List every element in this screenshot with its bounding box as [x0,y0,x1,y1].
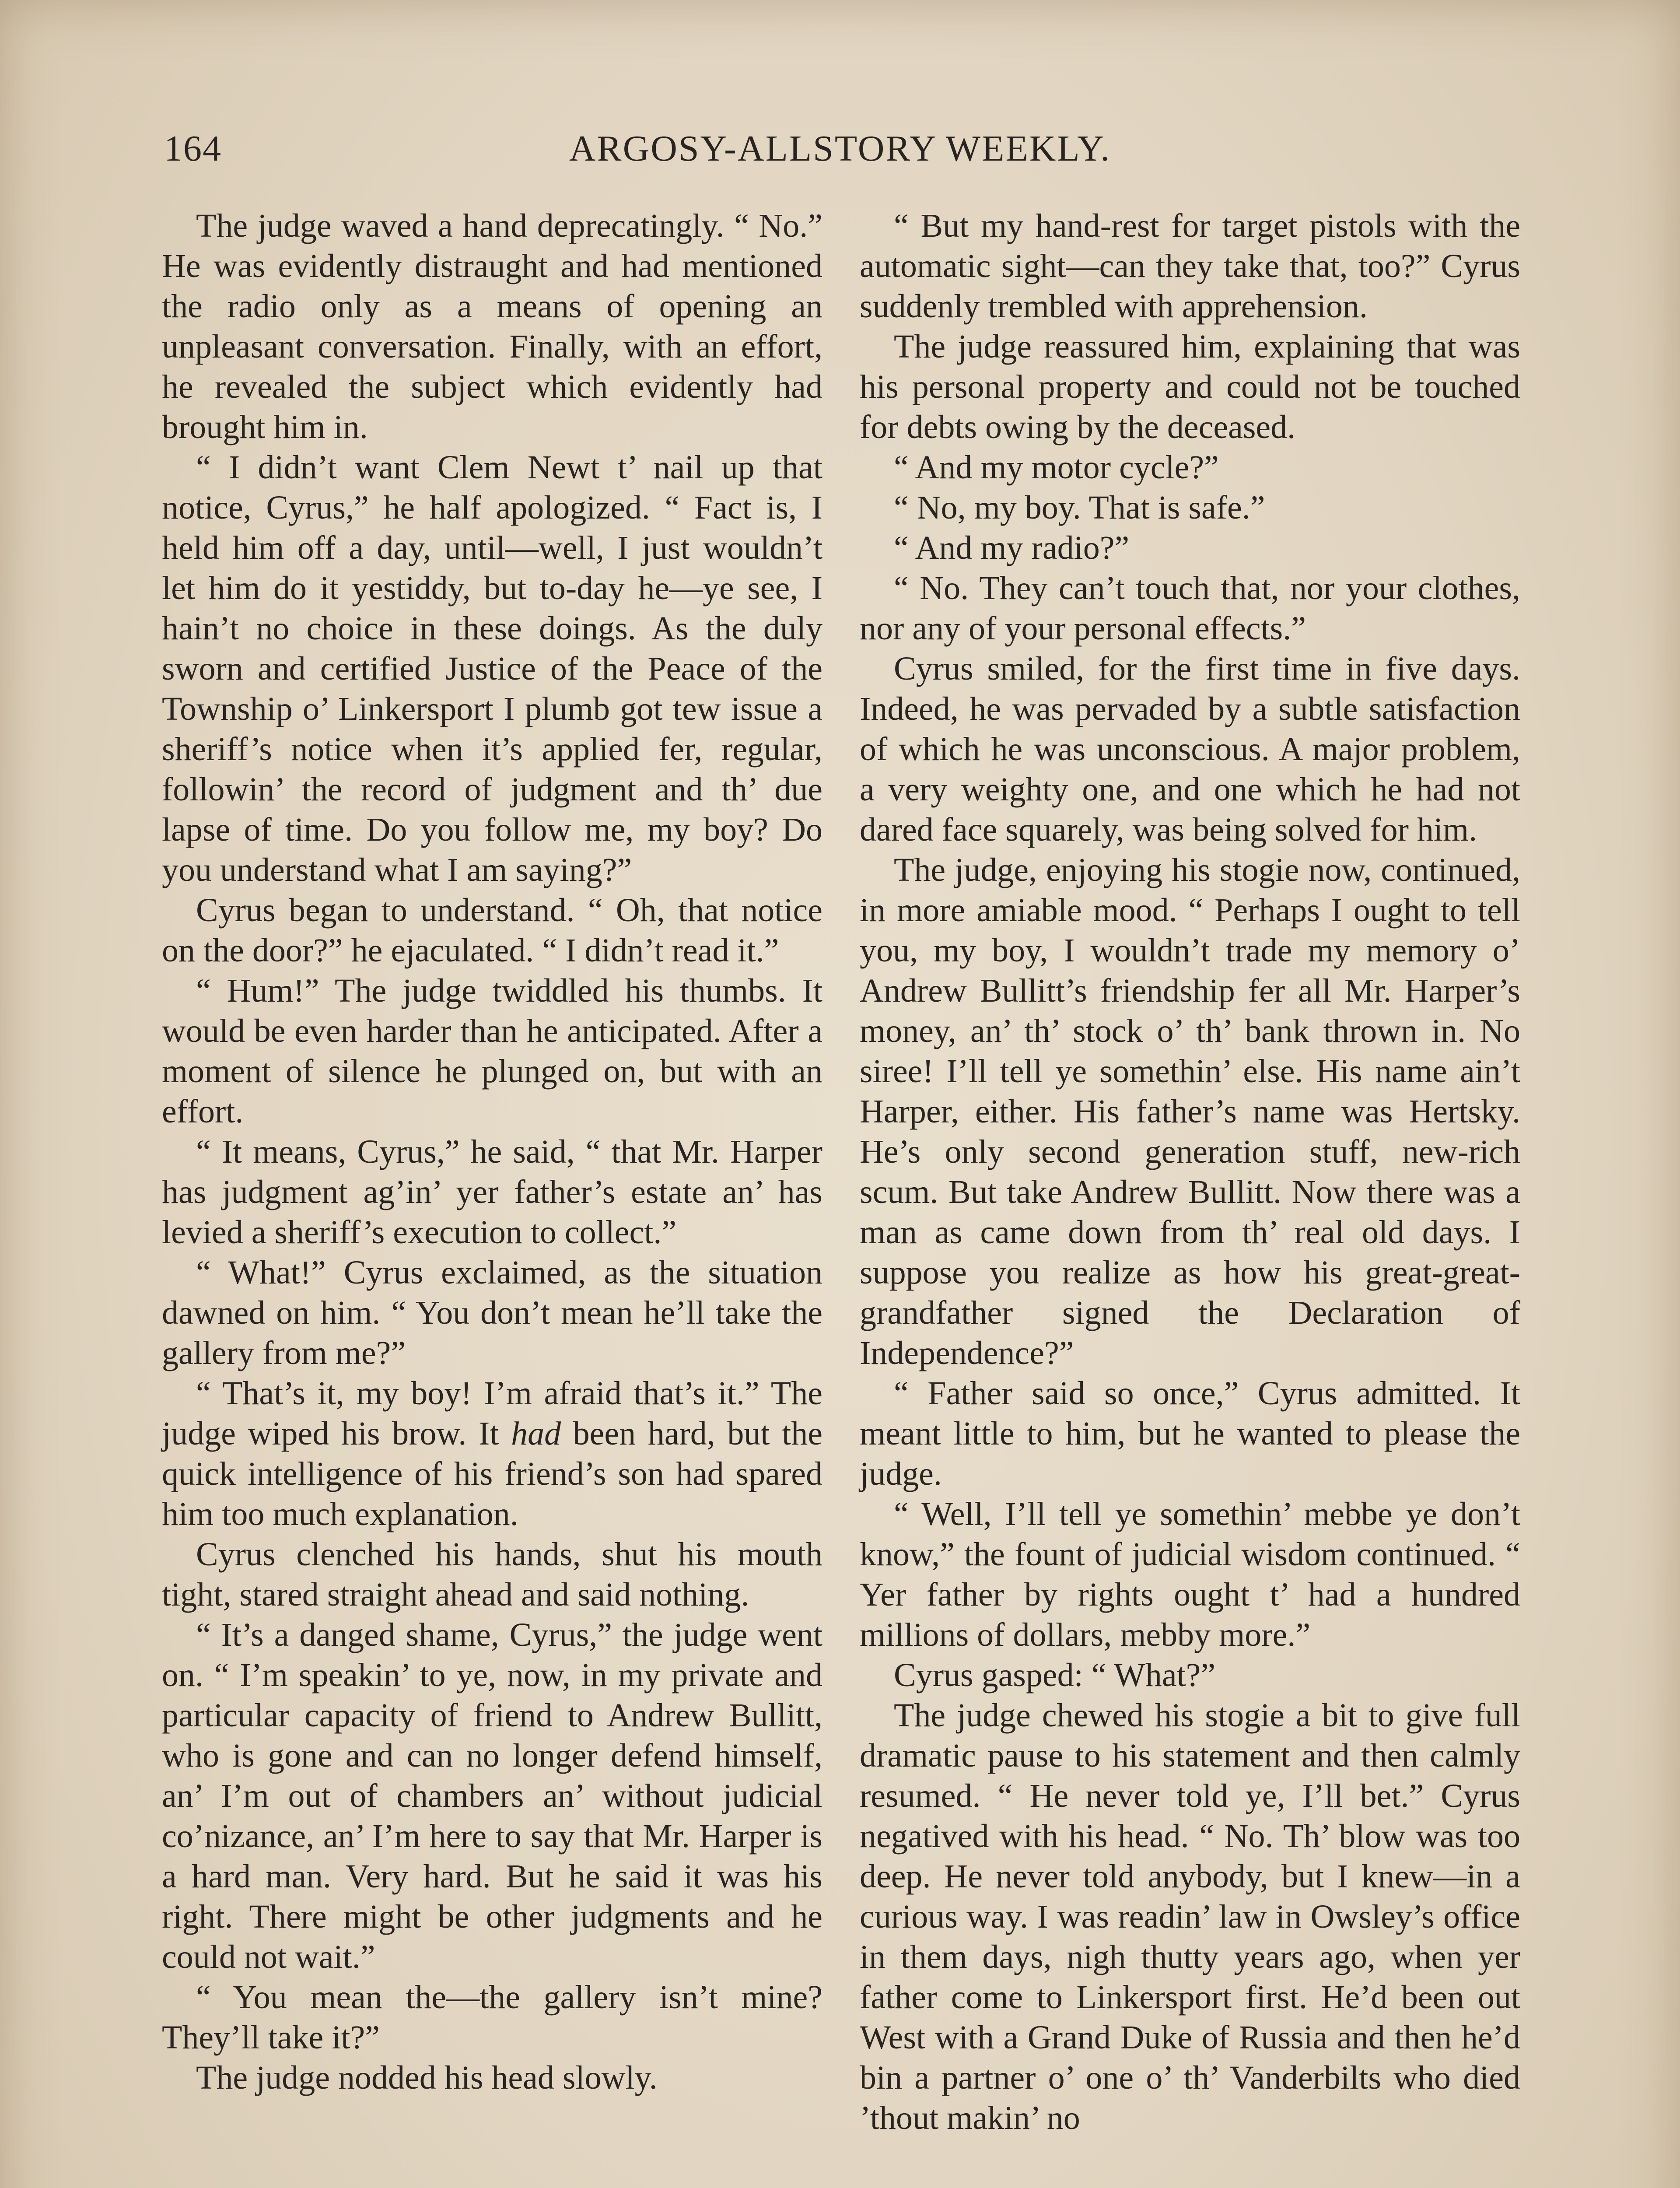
paragraph: “ Well, I’ll tell ye somethin’ mebbe ye don’t know,” the fount of judicial wisdom continued. “ Yer father by rights ought t’ had a hundred millions of dollars, mebby more.” [860,1496,1520,1653]
paragraph: The judge nodded his head slowly. [196,2059,658,2096]
paragraph: “ And my radio?” [894,529,1130,566]
right-column [860,206,1520,2138]
paragraph: “ But my hand-rest for target pistols with the automatic sight—can they take that, too?” Cyrus suddenly trembled with apprehension. [860,207,1520,325]
paragraph: “ And my motor cycle?” [894,449,1219,486]
paragraph: “ It means, Cyrus,” he said, “ that Mr. Harper has judgment ag’in’ yer father’s estate an’ has levied a sheriff’s execution to collect.” [162,1133,822,1251]
paragraph: Cyrus began to understand. “ Oh, that notice on the door?” he ejaculated. “ I didn’t read it.” [162,892,822,969]
page-header [164,118,1516,179]
paragraph: “ It’s a danged shame, Cyrus,” the judge went on. “ I’m speakin’ to ye, now, in my private and particular capacity of friend to Andrew Bullitt, who is gone and can no longer defend himself, an’ I’m out of chambers an’ without judicial co’nizance, an’ I’m here to say that Mr. Harper is a hard man. Very hard. But he said it was his right. There might be other judgments and he could not wait.” [162,1616,822,1975]
paragraph: Cyrus clenched his hands, shut his mouth tight, stared straight ahead and said nothing. [162,1536,822,1613]
paragraph: “ No. They can’t touch that, nor your clothes, nor any of your personal effects.” [860,570,1520,647]
paragraph: Cyrus gasped: “ What?” [894,1657,1216,1694]
page-number: 164 [164,128,222,169]
paragraph: “ Father said so once,” Cyrus admitted. It meant little to him, but he wanted to please the judge. [860,1375,1520,1492]
paragraph: The judge chewed his stogie a bit to give full dramatic pause to his statement and then calmly resumed. “ He never told ye, I’ll bet.” Cyrus negatived with his head. “ No. Th’ blow was too deep. He never told anybody, but I knew—in a curious way. I was readin’ law in Owsley’s office in them days, nigh thutty years ago, when yer father come to Linkersport first. He’d been out West with a Grand Duke of Russia and then he’d bin a partner o’ one o’ th’ Vanderbilts who died ’thout makin’ no [860,1697,1520,2136]
left-column [162,206,822,2098]
paragraph: “ I didn’t want Clem Newt t’ nail up that notice, Cyrus,” he half apologized. “ Fact is, I held him off a day, until—well, I just wouldn’t let him do it yestiddy, but to-day he—ye see, I hain’t no choice in these doings. As the duly sworn and certified Justice of the Peace of the Township o’ Linkersport I plumb got tew issue a sheriff’s notice when it’s applied fer, regular, followin’ the record of judgment and th’ due lapse of time. Do you follow me, my boy? Do you understand what I am saying?” [162,449,822,888]
paragraph: The judge reassured him, explaining that was his personal property and could not be touched for debts owing by the deceased. [860,328,1520,445]
running-head: ARGOSY-ALLSTORY WEEKLY. [569,128,1111,169]
paragraph-with-emphasis [162,1373,822,1534]
paragraph: “ No, my boy. That is safe.” [894,489,1265,526]
text-span: “ That’s it, my boy! I’m afraid that’s it.” The judge wiped his brow. It [162,1375,822,1452]
paragraph: “ You mean the—the gallery isn’t mine? They’ll take it?” [162,1979,822,2056]
paragraph: Cyrus smiled, for the first time in five days. Indeed, he was pervaded by a subtle satisfaction of which he was unconscious. A major problem, a very weighty one, and one which he had not dared face squarely, was being solved for him. [860,650,1520,848]
text-span: been hard, but the quick intelligence of his friend’s son had spared him too much explanation. [162,1415,823,1532]
emphasis: had [511,1415,561,1452]
paragraph: “ Hum!” The judge twiddled his thumbs. It would be even harder than he anticipated. After a moment of silence he plunged on, but with an effort. [162,972,822,1130]
paragraph: The judge waved a hand deprecatingly. “ No.” He was evidently distraught and had mentioned the radio only as a means of opening an unpleasant conversation. Finally, with an effort, he revealed the subject which evidently had brought him in. [162,207,822,445]
paragraph: “ What!” Cyrus exclaimed, as the situation dawned on him. “ You don’t mean he’ll take the gallery from me?” [162,1254,822,1371]
paragraph: The judge, enjoying his stogie now, continued, in more amiable mood. “ Perhaps I ought to tell you, my boy, I wouldn’t trade my memory o’ Andrew Bullitt’s friendship fer all Mr. Harper’s money, an’ th’ stock o’ th’ bank thrown in. No siree! I’ll tell ye somethin’ else. His name ain’t Harper, either. His father’s name was Hertsky. He’s only second generation stuff, new-rich scum. But take Andrew Bullitt. Now there was a man as came down from th’ real old days. I suppose you realize as how his great-great-grandfather signed the Declaration of Independence?” [860,852,1520,1371]
